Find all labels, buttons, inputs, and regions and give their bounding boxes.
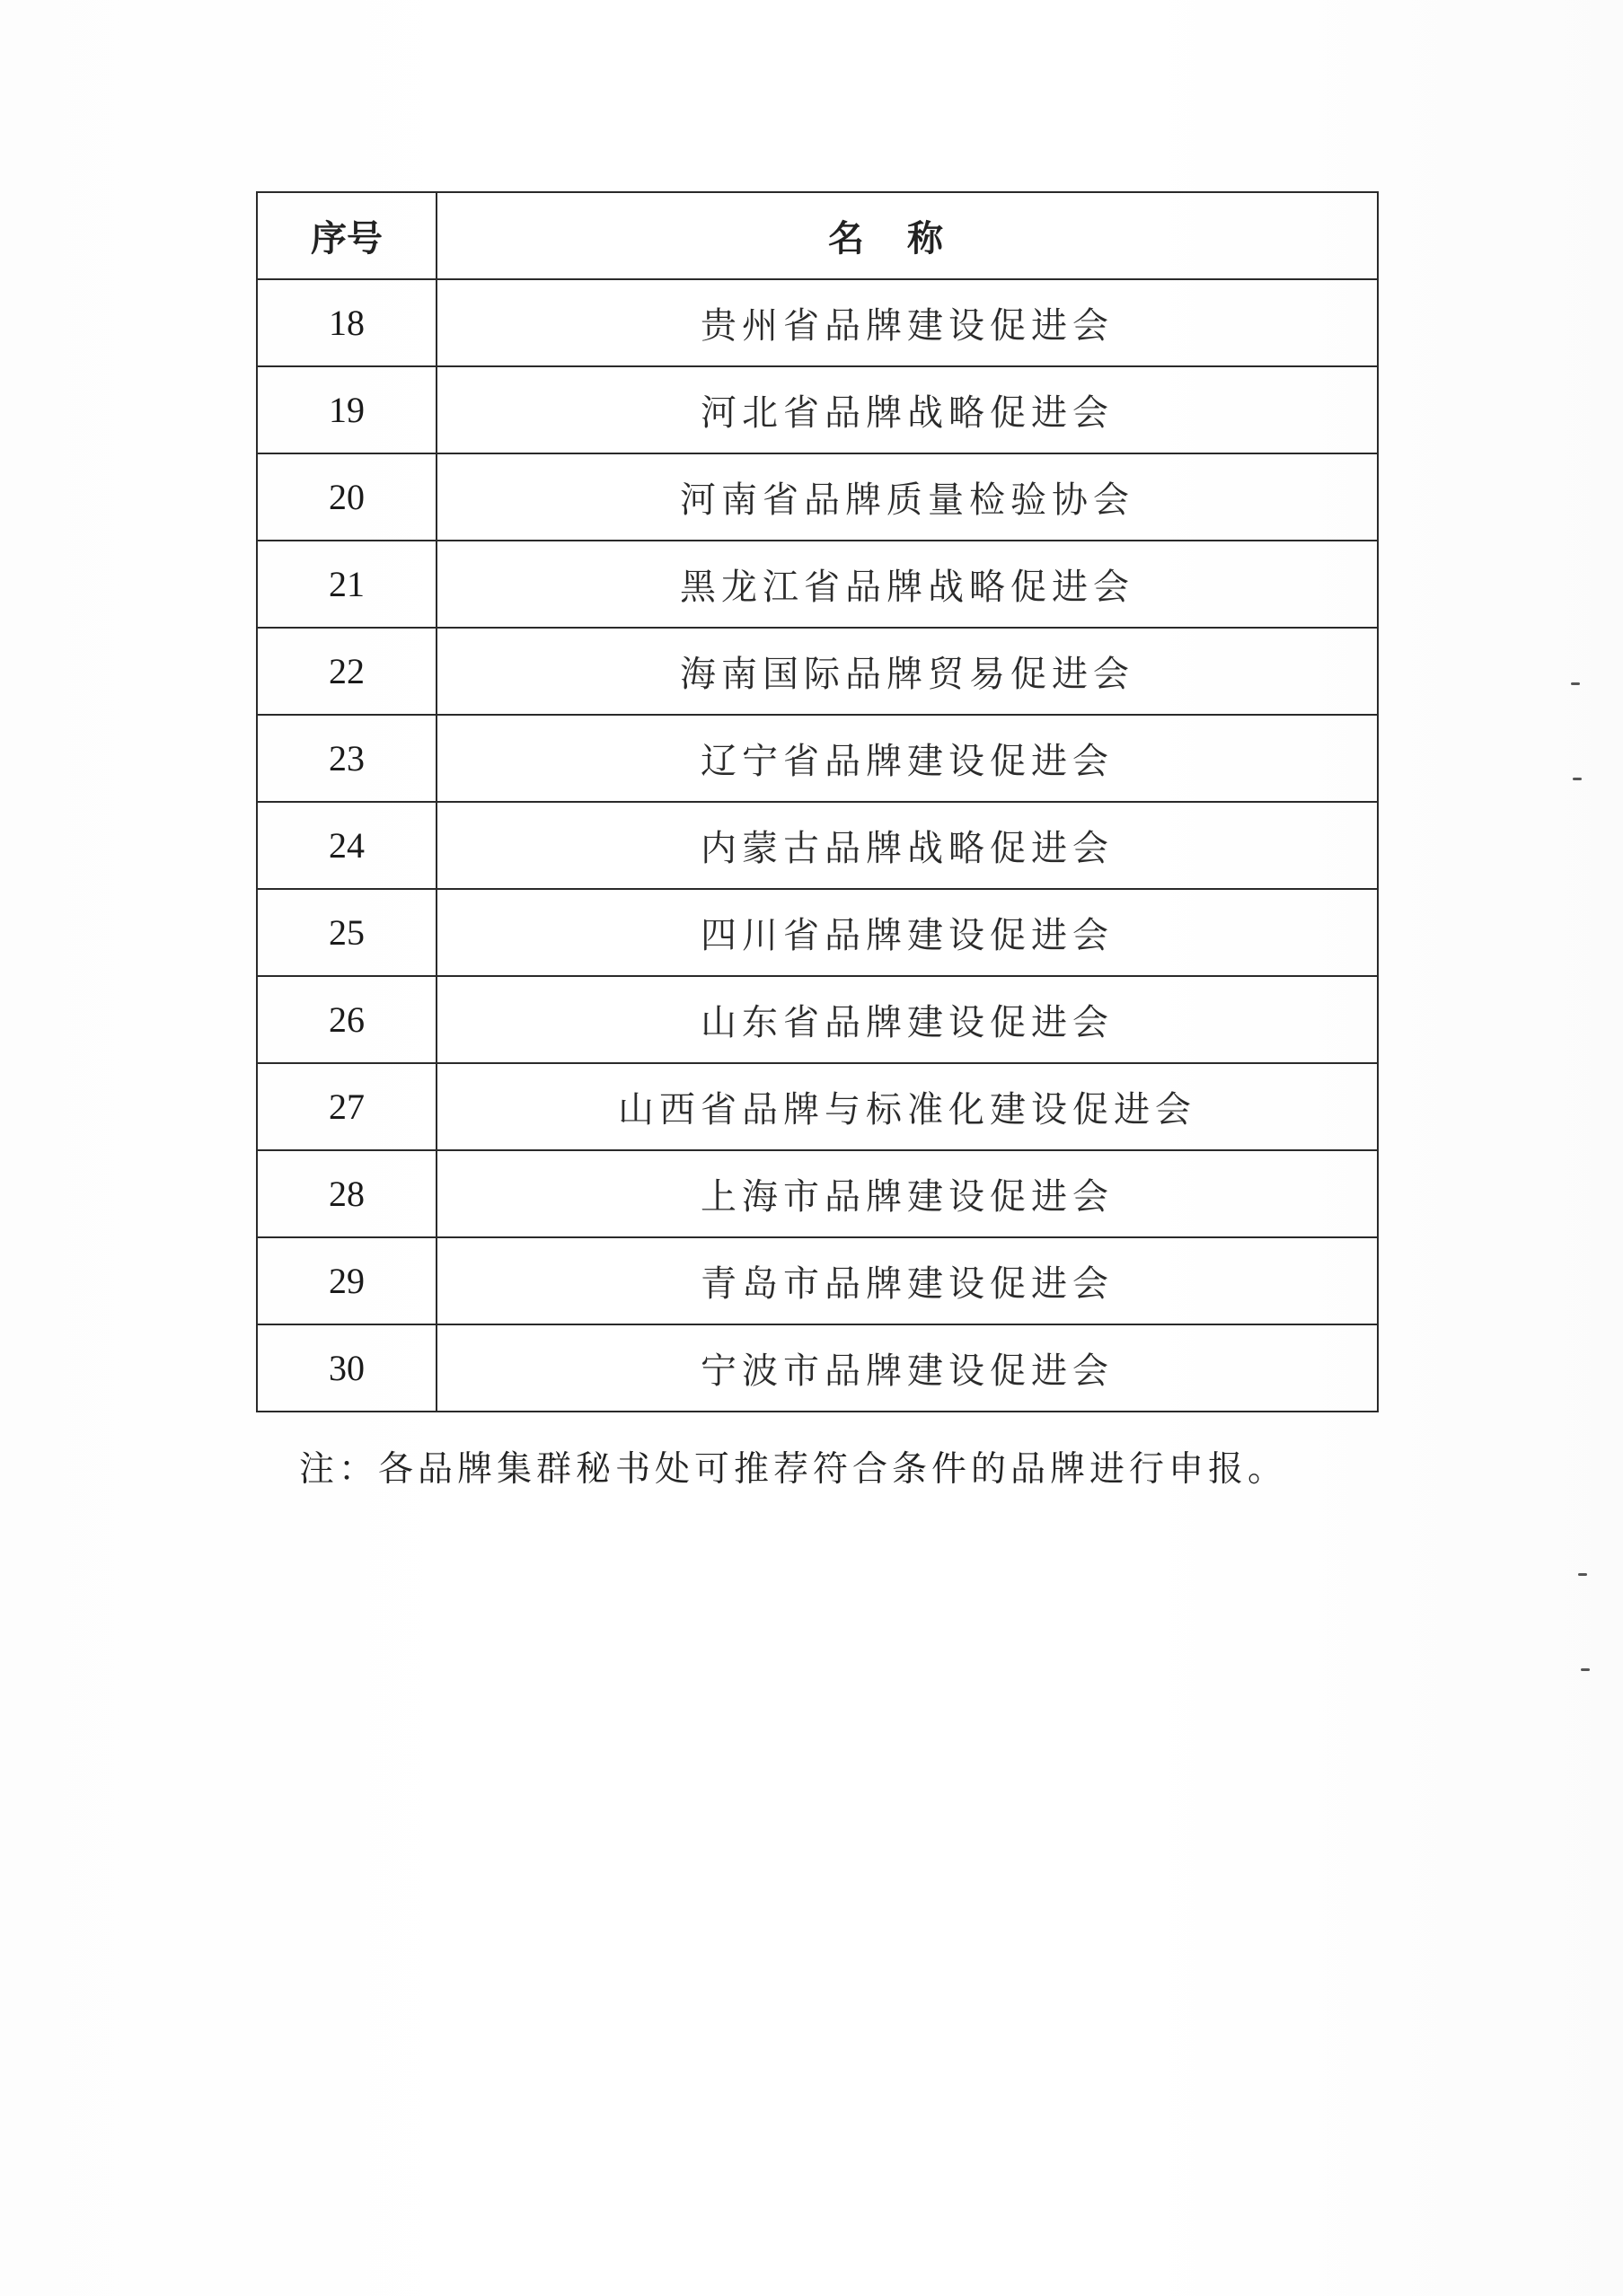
table-row — [257, 976, 1378, 1063]
row-number: 27 — [257, 1063, 437, 1150]
table-row — [257, 802, 1378, 889]
row-name: 四川省品牌建设促进会 — [437, 889, 1378, 976]
scan-speck — [1571, 682, 1580, 685]
organization-table — [256, 191, 1379, 1412]
scan-speck — [1581, 1668, 1590, 1671]
row-name: 海南国际品牌贸易促进会 — [437, 628, 1378, 715]
table-row — [257, 453, 1378, 541]
row-name: 黑龙江省品牌战略促进会 — [437, 541, 1378, 628]
row-name: 青岛市品牌建设促进会 — [437, 1237, 1378, 1324]
table-row — [257, 1237, 1378, 1324]
table-row — [257, 541, 1378, 628]
row-number: 21 — [257, 541, 437, 628]
footnote: 注：各品牌集群秘书处可推荐符合条件的品牌进行申报。 — [299, 1449, 1288, 1490]
row-number: 25 — [257, 889, 437, 976]
table-row — [257, 1063, 1378, 1150]
table-row — [257, 1324, 1378, 1412]
row-number: 22 — [257, 628, 437, 715]
table-row — [257, 366, 1378, 453]
row-name: 贵州省品牌建设促进会 — [437, 279, 1378, 366]
row-number: 18 — [257, 279, 437, 366]
row-name: 宁波市品牌建设促进会 — [437, 1324, 1378, 1412]
row-number: 29 — [257, 1237, 437, 1324]
header-name: 名称 — [437, 192, 1378, 279]
table-header-row — [257, 192, 1378, 279]
scan-speck — [1573, 778, 1582, 780]
row-number: 23 — [257, 715, 437, 802]
row-number: 19 — [257, 366, 437, 453]
row-name: 河北省品牌战略促进会 — [437, 366, 1378, 453]
row-name: 山西省品牌与标准化建设促进会 — [437, 1063, 1378, 1150]
row-number: 20 — [257, 453, 437, 541]
row-name: 山东省品牌建设促进会 — [437, 976, 1378, 1063]
table-row — [257, 715, 1378, 802]
scan-speck — [1578, 1573, 1587, 1576]
row-number: 26 — [257, 976, 437, 1063]
row-name: 辽宁省品牌建设促进会 — [437, 715, 1378, 802]
header-number: 序号 — [257, 192, 437, 279]
table-row — [257, 889, 1378, 976]
row-number: 24 — [257, 802, 437, 889]
row-name: 河南省品牌质量检验协会 — [437, 453, 1378, 541]
row-name: 内蒙古品牌战略促进会 — [437, 802, 1378, 889]
row-number: 30 — [257, 1324, 437, 1412]
organization-table-container — [256, 191, 1377, 1412]
row-name: 上海市品牌建设促进会 — [437, 1150, 1378, 1237]
table-row — [257, 279, 1378, 366]
row-number: 28 — [257, 1150, 437, 1237]
table-row — [257, 1150, 1378, 1237]
table-row — [257, 628, 1378, 715]
